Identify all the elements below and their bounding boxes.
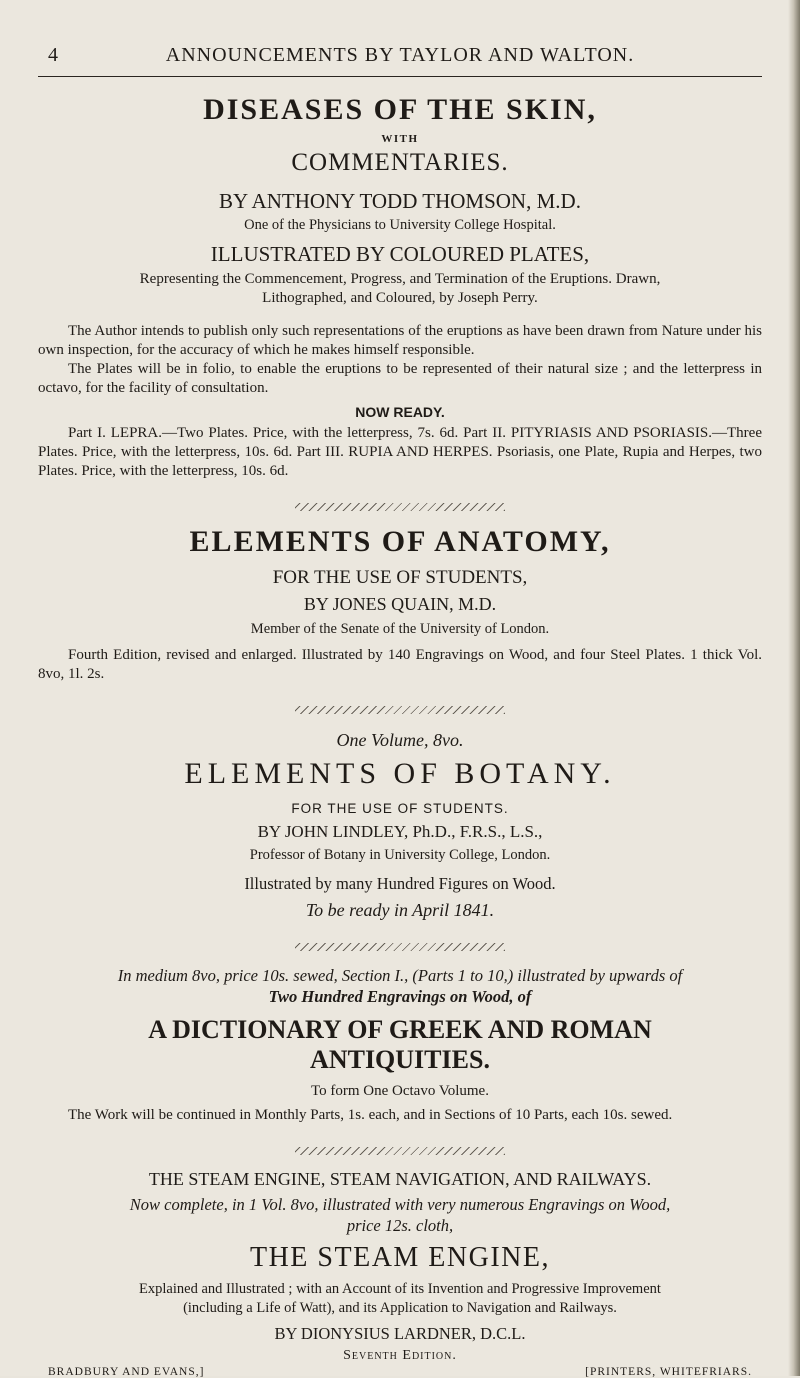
dictionary-title-line2: ANTIQUITIES. (310, 1045, 490, 1074)
steam-author: BY DIONYSIUS LARDNER, D.C.L. (274, 1324, 526, 1343)
imprint-left: BRADBURY AND EVANS,] (48, 1366, 205, 1378)
anatomy-desc: Fourth Edition, revised and enlarged. Illustrated by 140 Engravings on Wood, and four Steel Plates. 1 thick Vol. 8vo, 1l. 2s. (38, 647, 762, 682)
skin-desc-line1: Representing the Commencement, Progress, and Termination of the Eruptions. Drawn, (139, 271, 661, 287)
skin-illustrated: ILLUSTRATED BY COLOURED PLATES, (210, 242, 590, 266)
ornamental-divider (295, 1147, 505, 1155)
ornamental-divider (295, 706, 505, 714)
skin-title: DISEASES OF THE SKIN, (203, 93, 597, 126)
ornamental-divider (295, 503, 505, 511)
anatomy-announcement (38, 525, 762, 684)
anatomy-for-use: FOR THE USE OF STUDENTS, (272, 567, 528, 588)
skin-author: BY ANTHONY TODD THOMSON, M.D. (219, 189, 581, 213)
dictionary-intro-line2: Two Hundred Engravings on Wood, of (268, 987, 532, 1006)
dictionary-desc: The Work will be continued in Monthly Parts, 1s. each, and in Sections of 10 Parts, each 10s. sewed. (68, 1107, 673, 1123)
page-edge-shadow (788, 0, 800, 1376)
botany-author-role: Professor of Botany in University College, London. (249, 847, 551, 863)
skin-author-role: One of the Physicians to University College Hospital. (244, 217, 556, 233)
dictionary-form: To form One Octavo Volume. (311, 1083, 489, 1099)
anatomy-author: BY JONES QUAIN, M.D. (303, 594, 497, 614)
dictionary-announcement (38, 965, 762, 1125)
imprint-right: [PRINTERS, WHITEFRIARS. (585, 1366, 752, 1378)
botany-author: BY JOHN LINDLEY, Ph.D., F.R.S., L.S., (257, 822, 543, 841)
running-title: ANNOUNCEMENTS BY TAYLOR AND WALTON. (165, 44, 635, 66)
skin-announcement (38, 93, 762, 481)
anatomy-title: ELEMENTS OF ANATOMY, (189, 525, 611, 558)
steam-desc-line2: (including a Life of Watt), and its Application to Navigation and Railways. (183, 1300, 617, 1316)
printer-imprint (38, 1366, 762, 1378)
steam-title: THE STEAM ENGINE, (249, 1242, 551, 1273)
anatomy-author-role: Member of the Senate of the University of London. (250, 621, 550, 637)
botany-ready: To be ready in April 1841. (305, 900, 495, 920)
page-number: 4 (48, 44, 59, 66)
header-rule (38, 76, 762, 77)
steam-edition: Seventh Edition. (343, 1348, 457, 1363)
botany-for-use: FOR THE USE OF STUDENTS. (291, 801, 509, 816)
dictionary-intro-line1: In medium 8vo, price 10s. sewed, Section I., (Parts 1 to 10,) illustrated by upwards of (117, 966, 683, 985)
steam-desc-line1: Explained and Illustrated ; with an Account of its Invention and Progressive Improvement (139, 1281, 661, 1297)
skin-subtitle: COMMENTARIES. (291, 149, 509, 176)
dictionary-title-line1: A DICTIONARY OF GREEK AND ROMAN (148, 1015, 652, 1044)
ornamental-divider (295, 943, 505, 951)
steam-announcement (38, 1169, 762, 1364)
steam-heading: THE STEAM ENGINE, STEAM NAVIGATION, AND RAILWAYS. (148, 1169, 652, 1189)
skin-desc-line2: Lithographed, and Coloured, by Joseph Perry. (262, 290, 538, 306)
skin-para1: The Author intends to publish only such representations of the eruptions as have been drawn from Nature under his own inspection, for the accuracy of which he makes himself responsible. (38, 323, 762, 358)
running-head (38, 42, 762, 68)
botany-title: ELEMENTS OF BOTANY. (184, 757, 616, 790)
steam-intro-line1: Now complete, in 1 Vol. 8vo, illustrated with very numerous Engravings on Wood, (129, 1195, 671, 1214)
skin-with: WITH (381, 133, 419, 145)
botany-format: One Volume, 8vo. (336, 730, 464, 750)
botany-announcement (38, 730, 762, 921)
botany-illustrated: Illustrated by many Hundred Figures on Wood. (244, 874, 556, 893)
skin-now-ready: NOW READY. (355, 404, 445, 420)
steam-intro-line2: price 12s. cloth, (346, 1216, 454, 1235)
skin-para2: The Plates will be in folio, to enable the eruptions to be represented of their natural size ; and the letterpress in octavo, for the facility of consultation. (38, 361, 762, 396)
skin-parts: Part I. LEPRA.—Two Plates. Price, with the letterpress, 7s. 6d. Part II. PITYRIASIS AND PSORIASIS.—Three Plates. Price, with the letterpress, 10s. 6d. Part III. RUPIA AND HERPES. Psoriasis, one Plate, Rupia and Herpes, two Plates. Price, with the letterpress, 10s. 6d. (38, 425, 762, 479)
